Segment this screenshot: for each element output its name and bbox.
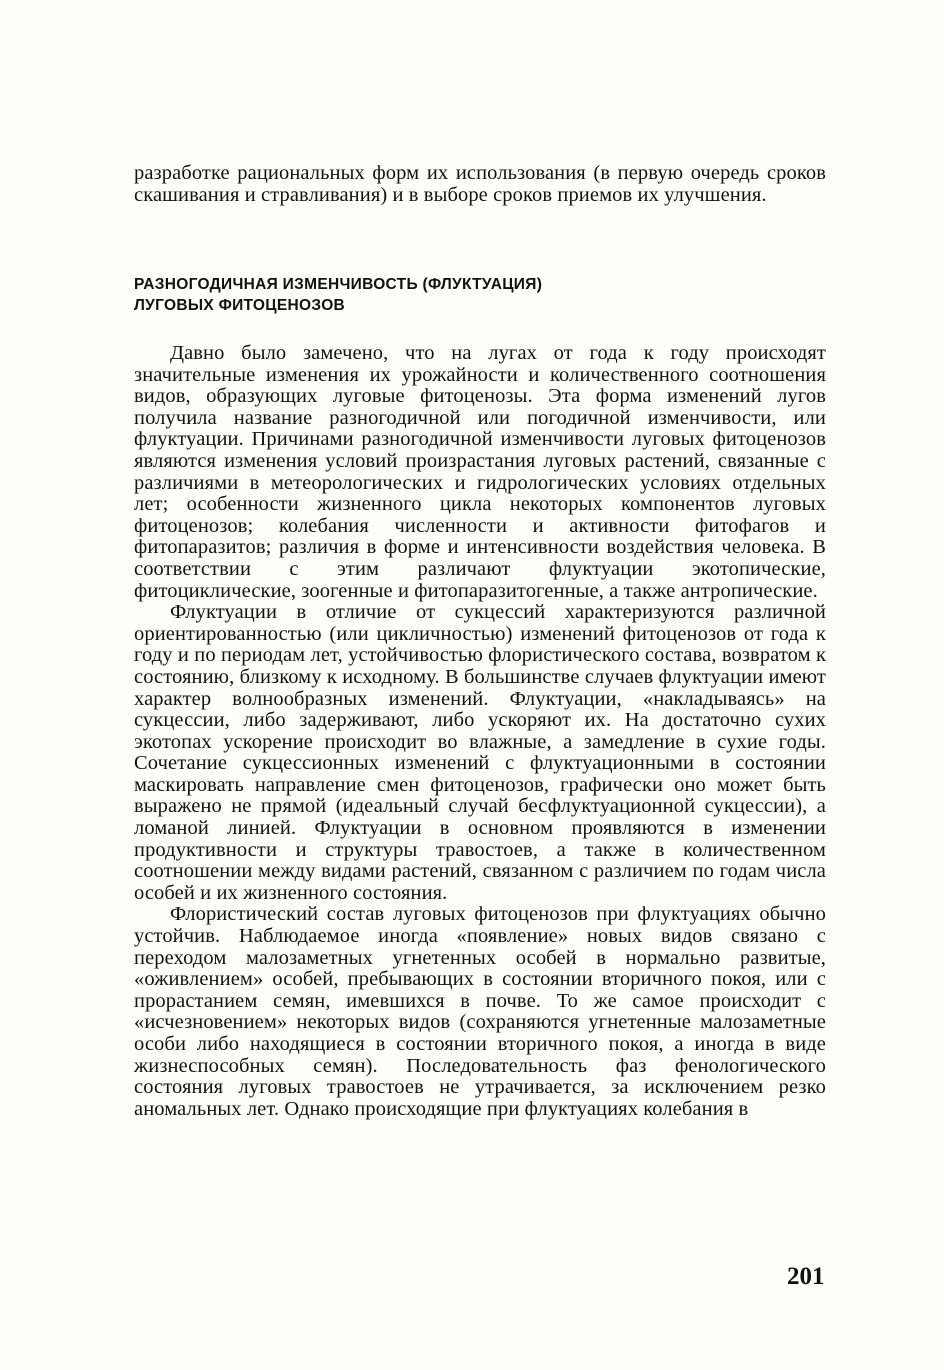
body-paragraph: Давно было замечено, что на лугах от года к году происходят значительные изменения их урожайности и количественного соотношения видов, образующих луговые фитоценозы. Эта форма изменений лугов получила название разногодичной или погодичной изменчивости, или флуктуации. Причинами разногодичной изменчивости луговых фитоценозов являются изменения условий произрастания луговых растений, связанные с различиями в метеорологических и гидрологических условиях отдельных лет; особенности жизненного цикла некоторых компонентов луговых фитоценозов; колебания численности и активности фитофагов и фитопаразитов; различия в форме и интенсивности воздействия человека. В соответствии с этим различают флуктуации экотопические, фитоциклические, зоогенные и фитопаразитогенные, а также антропические.: [134, 342, 826, 602]
section-body: [134, 343, 826, 1120]
section-heading-line-1: РАЗНОГОДИЧНАЯ ИЗМЕНЧИВОСТЬ (ФЛУКТУАЦИЯ): [134, 276, 543, 293]
continued-paragraph-block: [134, 163, 826, 206]
section-heading: [134, 274, 734, 316]
body-paragraph: Флуктуации в отличие от сукцессий характеризуются различной ориентированностью (или цикличностью) изменений фитоценозов от года к году и по периодам лет, устойчивостью флористического состава, возвратом к состоянию, близкому к исходному. В большинстве случаев флуктуации имеют характер волнообразных изменений. Флуктуации, «накладываясь» на сукцессии, либо задерживают, либо ускоряют их. На достаточно сухих экотопах ускорение происходит во влажные, а замедление в сухие годы. Сочетание сукцессионных изменений с флуктуационными в состоянии маскировать направление смен фитоценозов, графически оно может быть выражено не прямой (идеальный случай бесфлуктуационной сукцессии), а ломаной линией. Флуктуации в основном проявляются в изменении продуктивности и структуры травостоев, а также в количественном соотношении между видами растений, связанном с различием по годам числа особей и их жизненного состояния.: [134, 601, 826, 904]
body-paragraph: Флористический состав луговых фитоценозов при флуктуациях обычно устойчив. Наблюдаемое иногда «появление» новых видов связано с переходом малозаметных угнетенных особей в нормально развитые, «оживлением» особей, пребывающих в состоянии вторичного покоя, или с прорастанием семян, имевшихся в почве. То же самое происходит с «исчезновением» некоторых видов (сохраняются угнетенные малозаметные особи либо находящиеся в состоянии вторичного покоя, а иногда в виде жизнеспособных семян). Последовательность фаз фенологического состояния луговых травостоев не утрачивается, за исключением резко аномальных лет. Однако происходящие при флуктуациях колебания в: [134, 903, 826, 1120]
continued-paragraph: разработке рациональных форм их использования (в первую очередь сроков скашивания и стравливания) и в выборе сроков приемов их улучшения.: [134, 162, 826, 206]
page-number: 201: [787, 1263, 825, 1290]
section-heading-line-2: ЛУГОВЫХ ФИТОЦЕНОЗОВ: [134, 297, 346, 314]
